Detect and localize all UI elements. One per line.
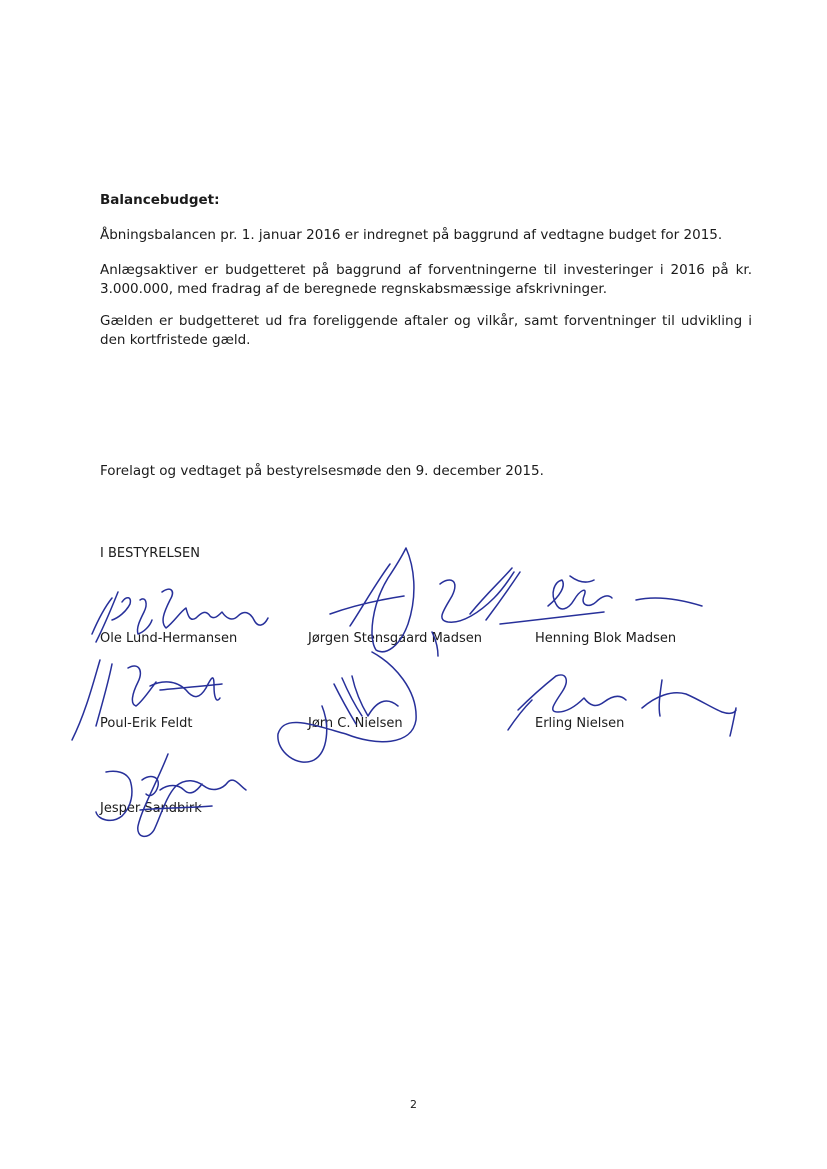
signatory-name: Poul-Erik Feldt bbox=[100, 716, 193, 731]
signatory-name: Henning Blok Madsen bbox=[535, 631, 677, 646]
signatory-name: Jørn C. Nielsen bbox=[308, 716, 403, 731]
paragraph-opening-balance: Åbningsbalancen pr. 1. januar 2016 er indregnet på baggrund af vedtagne budget for 2015. bbox=[100, 227, 723, 243]
section-heading: Balancebudget: bbox=[100, 192, 220, 208]
signature-henning-blok-madsen bbox=[548, 576, 702, 609]
signature-jorn-c-nielsen bbox=[278, 652, 416, 762]
approval-statement: Forelagt og vedtaget på bestyrelsesmøde den 9. december 2015. bbox=[100, 463, 544, 479]
signature-jesper-sandbirk bbox=[96, 754, 246, 836]
board-heading: I BESTYRELSEN bbox=[100, 546, 200, 561]
page-number: 2 bbox=[410, 1098, 417, 1111]
signatory-name: Erling Nielsen bbox=[535, 716, 625, 731]
paragraph-debt: Gælden er budgetteret ud fra foreliggende aftaler og vilkår, samt forventninger til udvikling i den kortfristede gæld. bbox=[100, 313, 752, 348]
signatory-name: Jørgen Stensgaard Madsen bbox=[308, 631, 483, 646]
paragraph-fixed-assets: Anlægsaktiver er budgetteret på baggrund af forventningerne til investeringer i 2016 på kr. 3.000.000, med fradrag af de beregnede regnskabsmæssige afskrivninger. bbox=[100, 262, 752, 297]
signatory-name: Ole Lund-Hermansen bbox=[100, 631, 238, 646]
signatory-name: Jesper Sandbirk bbox=[100, 801, 202, 816]
